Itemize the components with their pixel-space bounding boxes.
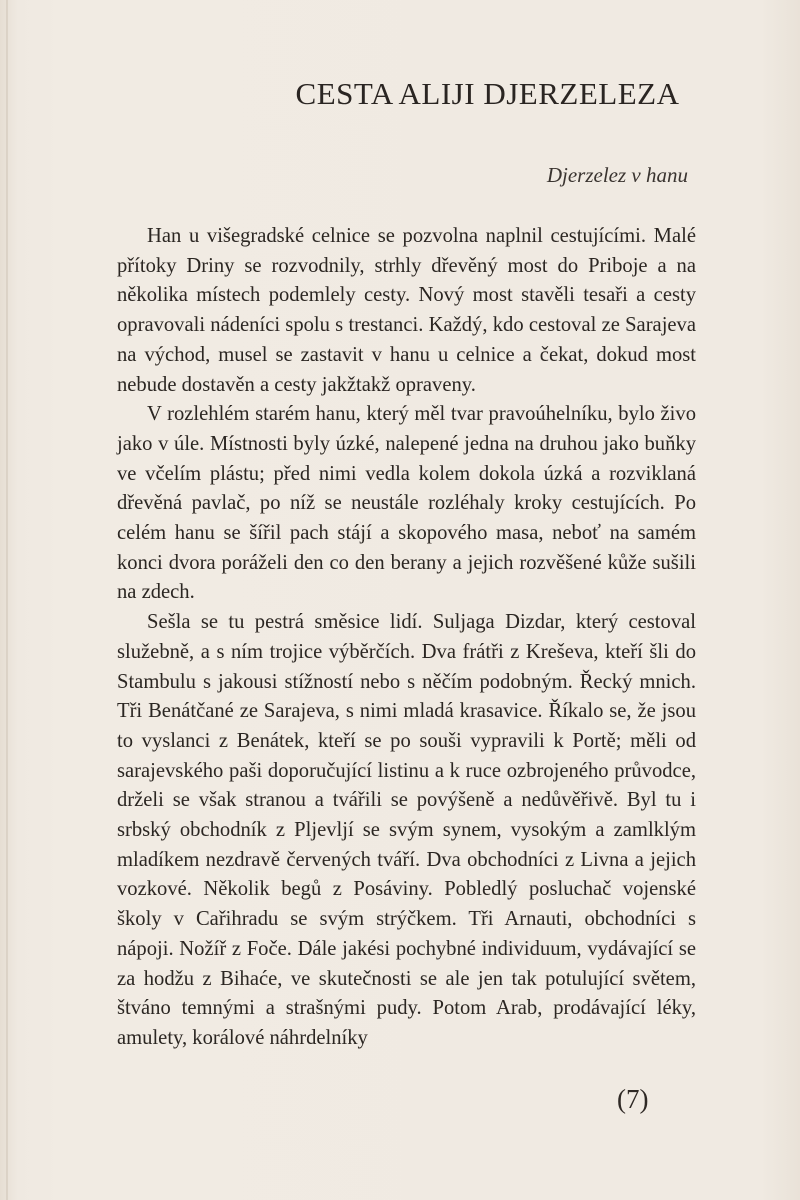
chapter-title: CESTA ALIJI DJERZELEZA <box>295 76 680 111</box>
body-text <box>117 222 696 1054</box>
paragraph: V rozlehlém starém hanu, který měl tvar pravoúhelníku, bylo živo jako v úle. Místnosti byly úzké, nalepené jedna na druhou jako buňky ve včelím plástu; před nimi vedla kolem dokola úzká a rozviklaná dřevěná pavlač, po níž se neustále rozléhaly kroky cestujících. Po celém hanu se šířil pach stájí a skopového masa, neboť na samém konci dvora poráželi den co den berany a jejich rozvěšené kůže sušili na zdech. <box>117 403 696 604</box>
page-number: (7) <box>617 1084 649 1114</box>
paragraph: Han u višegradské celnice se pozvolna naplnil cestujícími. Malé přítoky Driny se rozvodnily, strhly dřevěný most do Priboje a na několika místech podemlely cesty. Nový most stavěli tesaři a cesty opravovali nádeníci spolu s trestanci. Každý, kdo cestoval ze Sarajeva na východ, musel se zastavit v hanu u celnice a čekat, dokud most nebude dostavěn a cesty jakžtakž opraveny. <box>117 225 696 396</box>
paragraph: Sešla se tu pestrá směsice lidí. Suljaga Dizdar, který cestoval služebně, a s ním trojice výběrčích. Dva frátři z Kreševa, kteří šli do Stambulu s jakousi stížností nebo s něčím podobným. Řecký mnich. Tři Benátčané ze Sarajeva, s nimi mladá krasavice. Říkalo se, že jsou to vyslanci z Benátek, kteří se po souši vypravili k Portě; měli od sarajevského paši doporučující listinu a k ruce ozbrojeného průvodce, drželi se však stranou a tvářili se povýšeně a nedůvěřivě. Byl tu i srbský obchodník z Pljevljí se svým synem, vysokým a zamlklým mladíkem nezdravě červených tváří. Dva obchodníci z Livna a jejich vozkové. Několik begů z Posáviny. Pobledlý posluchač vojenské školy v Cařihradu se svým strýčkem. Tři Arnauti, obchodníci s nápoji. Nožíř z Foče. Dále jakési pochybné individuum, vydávající se za hodžu z Bihaće, ve skutečnosti se ale jen tak potulující světem, štváno temnými a strašnými pudy. Potom Arab, prodávající léky, amulety, korálové náhrdelníky <box>117 611 696 1049</box>
page-spine-shadow <box>6 0 8 1200</box>
section-title: Djerzelez v hanu <box>546 163 688 187</box>
